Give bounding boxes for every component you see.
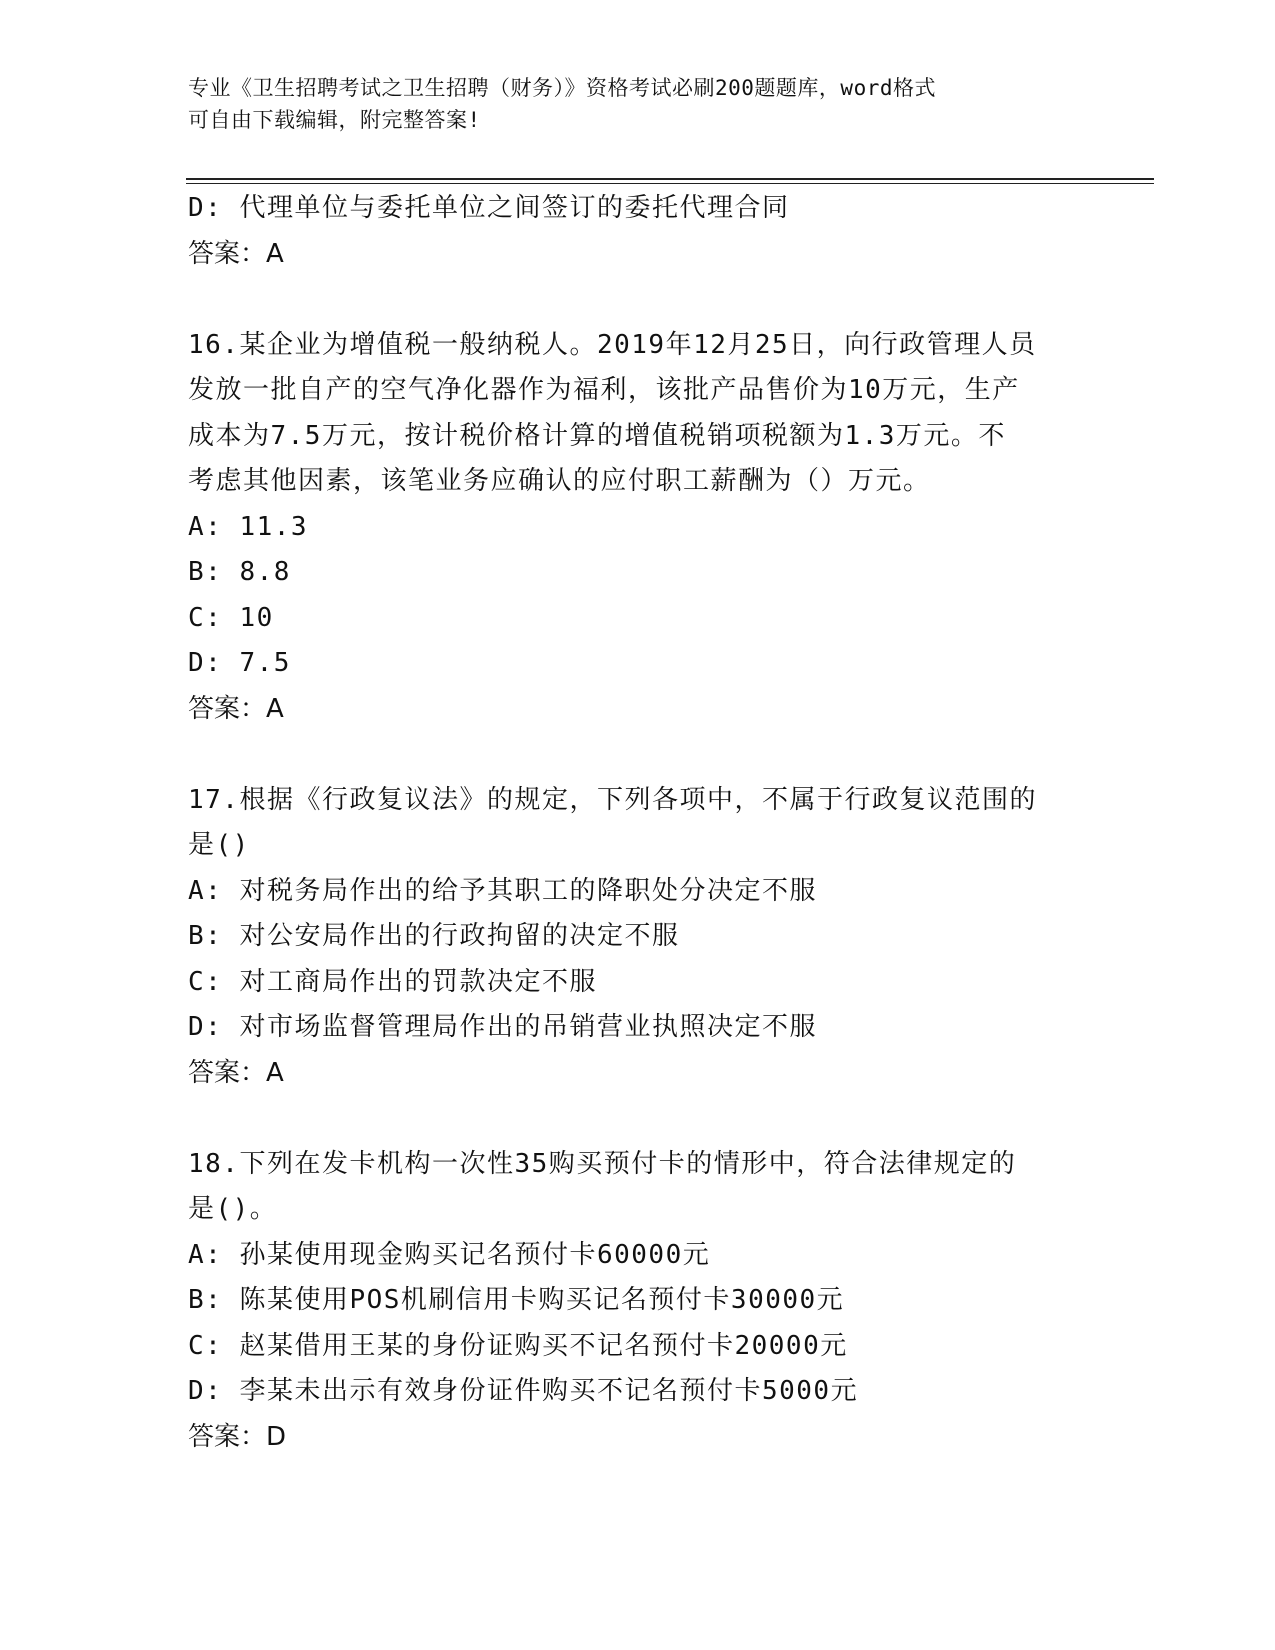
question-stem-line: 18.下列在发卡机构一次性35购买预付卡的情形中，符合法律规定的 xyxy=(188,1148,1017,1179)
question-16 xyxy=(188,323,1088,733)
answer-line: 答案：D xyxy=(188,1421,287,1452)
question-stem-line: 17.根据《行政复议法》的规定，下列各项中，不属于行政复议范围的 xyxy=(188,784,1037,815)
option-b: B: 对公安局作出的行政拘留的决定不服 xyxy=(188,921,680,951)
option-d: D: 7.5 xyxy=(188,648,291,678)
answer-line: 答案：A xyxy=(188,238,284,269)
previous-question-tail xyxy=(188,186,1088,277)
option-b: B: 8.8 xyxy=(188,557,291,587)
option-b: B: 陈某使用POS机刷信用卡购买记名预付卡30000元 xyxy=(188,1285,845,1315)
option-a: A: 11.3 xyxy=(188,511,309,542)
question-18 xyxy=(188,1142,1088,1461)
header-divider-thick xyxy=(186,178,1154,180)
question-stem-line: 成本为7.5万元，按计税价格计算的增值税销项税额为1.3万元。不 xyxy=(188,420,1006,451)
question-stem-line: 是() xyxy=(188,830,250,860)
question-list xyxy=(188,186,1088,1460)
document-header xyxy=(188,72,1068,136)
option-a: A: 对税务局作出的给予其职工的降职处分决定不服 xyxy=(188,875,817,906)
question-stem-line: 考虑其他因素，该笔业务应确认的应付职工薪酬为（）万元。 xyxy=(188,466,931,496)
header-line-1: 专业《卫生招聘考试之卫生招聘（财务）》资格考试必刷200题题库，word格式 xyxy=(188,76,936,100)
spacer xyxy=(188,732,1088,778)
spacer xyxy=(188,1096,1088,1142)
spacer xyxy=(188,277,1088,323)
option-c: C: 对工商局作出的罚款决定不服 xyxy=(188,966,597,997)
option-c: C: 10 xyxy=(188,602,274,633)
option-d: D: 代理单位与委托单位之间签订的委托代理合同 xyxy=(188,193,790,223)
answer-line: 答案：A xyxy=(188,1057,284,1088)
header-divider-thin xyxy=(186,183,1154,184)
option-c: C: 赵某借用王某的身份证购买不记名预付卡20000元 xyxy=(188,1330,848,1361)
question-stem-line: 发放一批自产的空气净化器作为福利，该批产品售价为10万元，生产 xyxy=(188,375,1020,405)
answer-line: 答案：A xyxy=(188,693,284,724)
question-stem-line: 是()。 xyxy=(188,1194,278,1224)
question-17 xyxy=(188,778,1088,1097)
option-a: A: 孙某使用现金购买记名预付卡60000元 xyxy=(188,1239,711,1270)
question-stem-line: 16.某企业为增值税一般纳税人。2019年12月25日，向行政管理人员 xyxy=(188,329,1037,360)
option-d: D: 对市场监督管理局作出的吊销营业执照决定不服 xyxy=(188,1012,817,1042)
header-line-2: 可自由下载编辑，附完整答案! xyxy=(188,108,481,132)
option-d: D: 李某未出示有效身份证件购买不记名预付卡5000元 xyxy=(188,1376,859,1406)
